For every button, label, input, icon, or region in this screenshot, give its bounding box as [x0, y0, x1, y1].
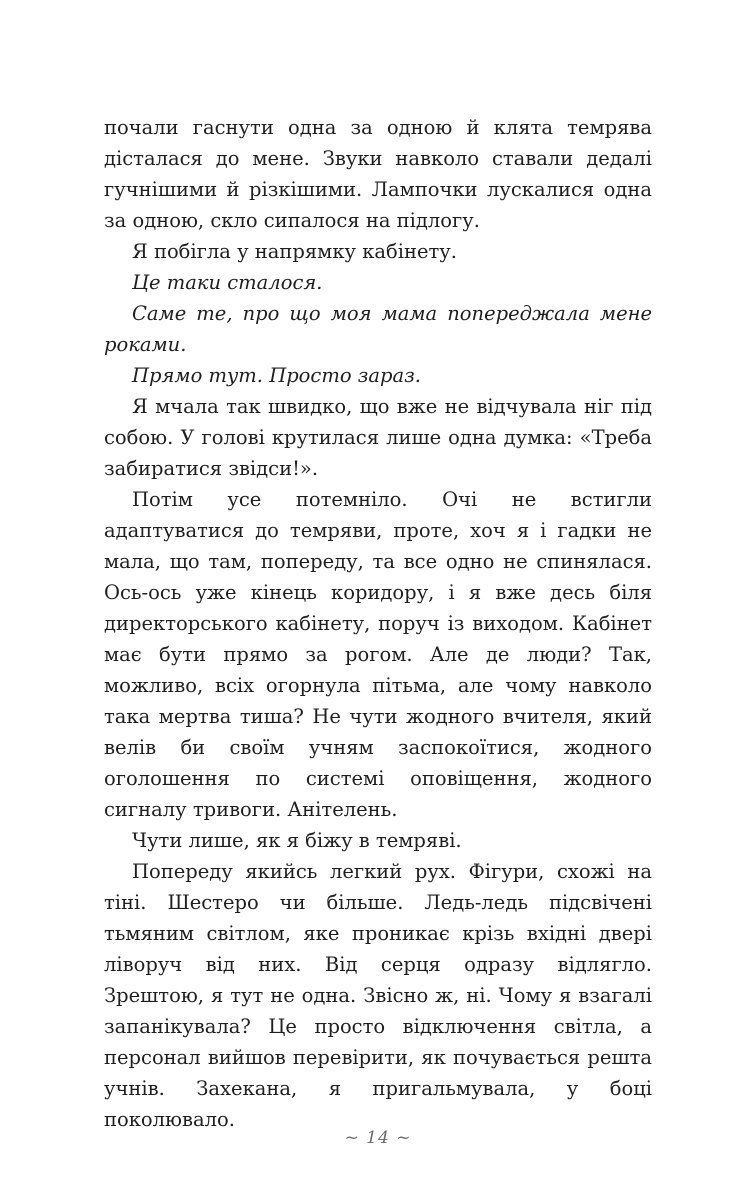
paragraph-3: Це таки сталося. [132, 271, 323, 294]
paragraph-8: Чути лише, як я біжу в темряві. [132, 829, 462, 852]
paragraph-9: Попереду якийсь легкий рух. Фігури, схожі на тіні. Шестеро чи більше. Ледь-ледь підсвічені тьмяним світлом, яке проникає крізь вхідні двері ліворуч від них. Від серця одразу відлягло. Зрештою, я тут не одна. Звісно ж, ні. Чому я взагалі запанікувала? Це просто відключення світла, а персонал вийшов перевірити, як почувається решта учнів. Захекана, я пригальмувала, у боці поколювало. [104, 860, 652, 1131]
page-body [104, 112, 652, 1135]
paragraph-7: Потім усе потемніло. Очі не встигли адаптуватися до темряви, проте, хоч я і гадки не мала, що там, попереду, та все одно не спинялася. Ось-ось уже кінець коридору, і я вже десь біля директорського кабінету, поруч із виходом. Кабінет має бути прямо за рогом. Але де люди? Так, можливо, всіх огорнула пітьма, але чому навколо така мертва тиша? Не чути жодного вчителя, який велів би своїм учням заспокоїтися, жодного оголошення по системі оповіщення, жодного сигналу тривоги. Анітелень. [104, 488, 652, 821]
paragraph-6: Я мчала так швидко, що вже не відчувала ніг під собою. У голові крутилася лише одна думка: «Треба забиратися звідси!». [104, 395, 652, 480]
paragraph-2: Я побігла у напрямку кабінету. [132, 240, 457, 263]
paragraph-4: Саме те, про що моя мама попереджала мене роками. [104, 302, 652, 356]
paragraph-1: почали гаснути одна за одною й клята темрява дісталася до мене. Звуки навколо ставали дедалі гучнішими й різкішими. Лампочки лускалися одна за одною, скло сипалося на підлогу. [104, 116, 652, 232]
paragraph-5: Прямо тут. Просто зараз. [132, 364, 421, 387]
page-number: ~ 14 ~ [344, 1128, 412, 1148]
